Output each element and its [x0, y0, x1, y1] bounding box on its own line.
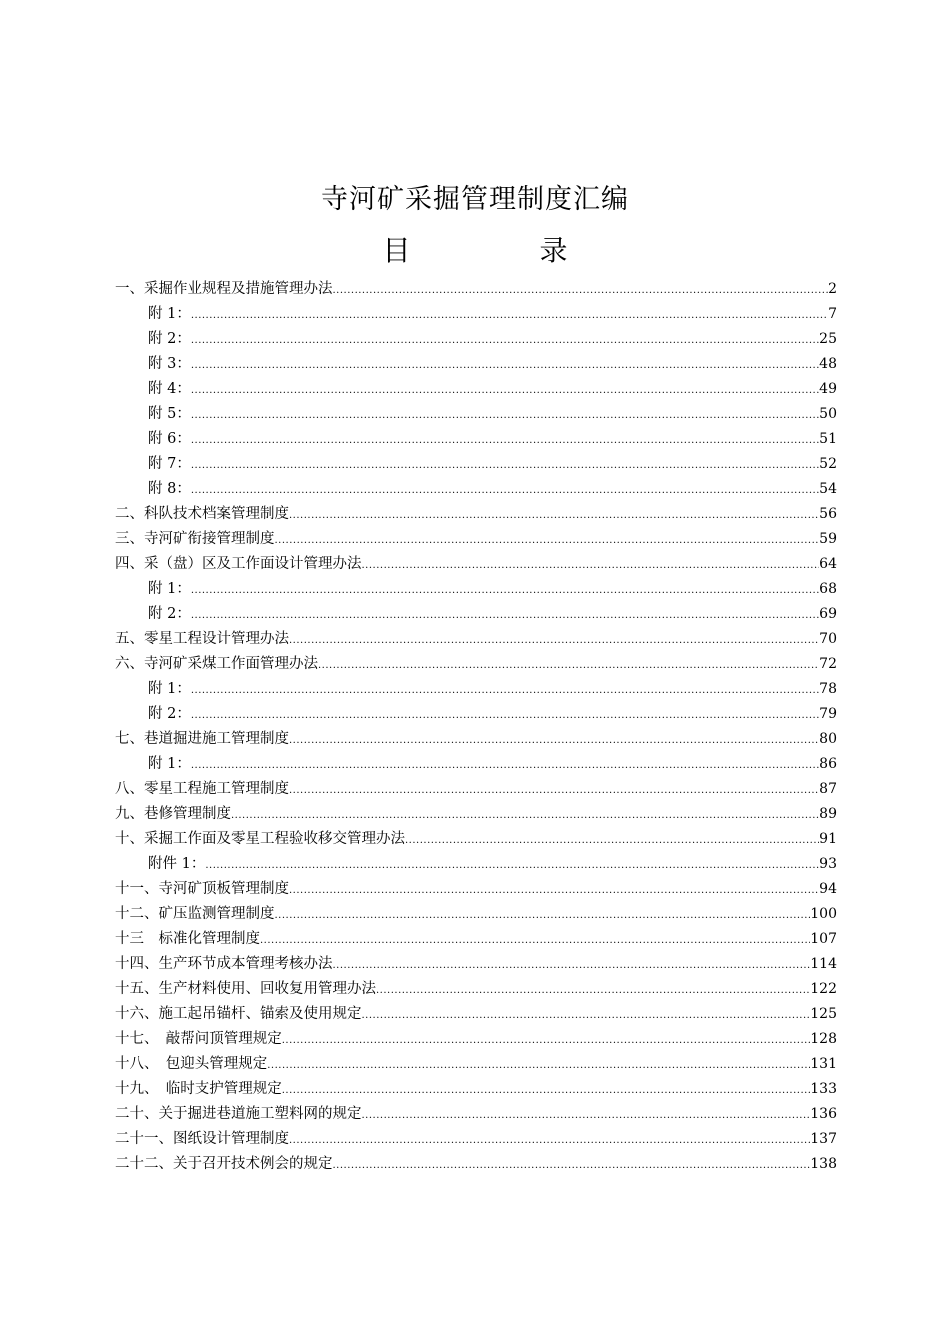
toc-leader-dots — [191, 478, 819, 503]
toc-leader-dots — [289, 503, 819, 528]
toc-page-number: 48 — [819, 356, 837, 372]
toc-entry[interactable] — [115, 977, 837, 1002]
toc-leader-dots — [333, 278, 829, 303]
toc-entry[interactable] — [115, 502, 837, 527]
toc-leader-dots — [267, 1053, 810, 1078]
toc-page-number: 68 — [819, 581, 837, 597]
toc-entry-label: 附 8： — [148, 481, 191, 497]
toc-entry-label: 附 4： — [148, 381, 191, 397]
toc-page-number: 7 — [828, 306, 837, 322]
toc-entry-label: 十九、 临时支护管理规定 — [115, 1081, 282, 1097]
toc-subentry[interactable] — [115, 477, 837, 502]
toc-entry-label: 二十二、关于召开技术例会的规定 — [115, 1156, 333, 1172]
toc-page-number: 128 — [810, 1031, 837, 1047]
toc-subentry[interactable] — [115, 377, 837, 402]
toc-page-number: 49 — [819, 381, 837, 397]
toc-leader-dots — [333, 953, 811, 978]
toc-entry[interactable] — [115, 877, 837, 902]
toc-entry-label: 附 7： — [148, 456, 191, 472]
toc-leader-dots — [405, 828, 819, 853]
toc-leader-dots — [362, 553, 820, 578]
toc-subentry[interactable] — [115, 427, 837, 452]
toc-entry-label: 附 2： — [148, 331, 191, 347]
toc-page-number: 25 — [819, 331, 837, 347]
toc-subentry[interactable] — [115, 452, 837, 477]
toc-leader-dots — [231, 803, 819, 828]
toc-entry[interactable] — [115, 777, 837, 802]
toc-page-number: 80 — [819, 731, 837, 747]
toc-entry[interactable] — [115, 652, 837, 677]
toc-entry-label: 附 2： — [148, 706, 191, 722]
toc-page-number: 59 — [819, 531, 837, 547]
toc-entry-label: 八、零星工程施工管理制度 — [115, 781, 289, 797]
toc-leader-dots — [282, 1078, 811, 1103]
toc-entry[interactable] — [115, 1002, 837, 1027]
toc-leader-dots — [376, 978, 810, 1003]
toc-page-number: 52 — [819, 456, 837, 472]
toc-entry-label: 附 6： — [148, 431, 191, 447]
toc-page-number: 54 — [819, 481, 837, 497]
toc-entry-label: 二、科队技术档案管理制度 — [115, 506, 289, 522]
toc-leader-dots — [191, 753, 819, 778]
toc-entry[interactable] — [115, 527, 837, 552]
toc-leader-dots — [362, 1103, 811, 1128]
toc-page-number: 138 — [810, 1156, 837, 1172]
toc-leader-dots — [191, 428, 819, 453]
toc-leader-dots — [191, 303, 828, 328]
toc-page-number: 125 — [810, 1006, 837, 1022]
toc-subentry[interactable] — [115, 852, 837, 877]
toc-page-number: 86 — [819, 756, 837, 772]
toc-entry[interactable] — [115, 1152, 837, 1177]
toc-leader-dots — [191, 328, 819, 353]
toc-entry-label: 二十一、图纸设计管理制度 — [115, 1131, 289, 1147]
toc-leader-dots — [282, 1028, 811, 1053]
toc-leader-dots — [205, 853, 819, 878]
toc-page-number: 91 — [819, 831, 837, 847]
toc-entry[interactable] — [115, 1027, 837, 1052]
toc-page-number: 87 — [819, 781, 837, 797]
toc-leader-dots — [260, 928, 810, 953]
toc-page-number: 131 — [810, 1056, 837, 1072]
toc-page-number: 94 — [819, 881, 837, 897]
toc-leader-dots — [191, 703, 819, 728]
toc-entry[interactable] — [115, 1127, 837, 1152]
toc-subentry[interactable] — [115, 577, 837, 602]
toc-entry-label: 十三 标准化管理制度 — [115, 931, 260, 947]
toc-entry[interactable] — [115, 802, 837, 827]
toc-entry-label: 十五、生产材料使用、回收复用管理办法 — [115, 981, 376, 997]
toc-leader-dots — [289, 1128, 810, 1153]
toc-entry-label: 十二、矿压监测管理制度 — [115, 906, 275, 922]
table-of-contents — [115, 277, 837, 1177]
toc-leader-dots — [289, 628, 819, 653]
toc-entry-label: 附 5： — [148, 406, 191, 422]
toc-subentry[interactable] — [115, 752, 837, 777]
toc-page-number: 50 — [819, 406, 837, 422]
toc-leader-dots — [289, 778, 819, 803]
toc-leader-dots — [289, 728, 819, 753]
toc-leader-dots — [191, 403, 819, 428]
toc-page-number: 89 — [819, 806, 837, 822]
toc-entry[interactable] — [115, 1052, 837, 1077]
toc-subentry[interactable] — [115, 602, 837, 627]
toc-entry-label: 附件 1： — [148, 856, 206, 872]
toc-entry-label: 附 1： — [148, 581, 191, 597]
toc-page-number: 133 — [810, 1081, 837, 1097]
toc-subentry[interactable] — [115, 677, 837, 702]
document-title: 寺河矿采掘管理制度汇编 — [321, 184, 629, 215]
toc-leader-dots — [191, 378, 819, 403]
toc-page-number: 136 — [810, 1106, 837, 1122]
toc-entry-label: 十四、生产环节成本管理考核办法 — [115, 956, 333, 972]
toc-entry-label: 附 1： — [148, 681, 191, 697]
toc-page-number: 122 — [810, 981, 837, 997]
toc-page-number: 64 — [819, 556, 837, 572]
toc-entry[interactable] — [115, 827, 837, 852]
toc-leader-dots — [275, 903, 811, 928]
toc-leader-dots — [333, 1153, 811, 1178]
toc-entry-label: 九、巷修管理制度 — [115, 806, 231, 822]
toc-entry-label: 十八、 包迎头管理规定 — [115, 1056, 268, 1072]
toc-entry-label: 附 2： — [148, 606, 191, 622]
toc-subentry[interactable] — [115, 402, 837, 427]
toc-leader-dots — [362, 1003, 811, 1028]
toc-subentry[interactable] — [115, 352, 837, 377]
toc-entry-label: 十六、施工起吊锚杆、锚索及使用规定 — [115, 1006, 362, 1022]
toc-leader-dots — [191, 603, 819, 628]
toc-entry-label: 六、寺河矿采煤工作面管理办法 — [115, 656, 318, 672]
toc-entry-label: 一、采掘作业规程及措施管理办法 — [115, 281, 333, 297]
toc-page-number: 70 — [819, 631, 837, 647]
toc-leader-dots — [191, 353, 819, 378]
toc-entry-label: 附 1： — [148, 756, 191, 772]
toc-entry-label: 十、采掘工作面及零星工程验收移交管理办法 — [115, 831, 405, 847]
toc-page-number: 93 — [819, 856, 837, 872]
toc-heading: 目 录 — [382, 234, 628, 267]
toc-leader-dots — [191, 578, 819, 603]
toc-leader-dots — [275, 528, 820, 553]
toc-entry[interactable] — [115, 727, 837, 752]
toc-page-number: 69 — [819, 606, 837, 622]
toc-page-number: 100 — [810, 906, 837, 922]
toc-entry[interactable] — [115, 277, 837, 302]
toc-entry-label: 七、巷道掘进施工管理制度 — [115, 731, 289, 747]
toc-entry-label: 附 1： — [148, 306, 191, 322]
toc-page-number: 79 — [819, 706, 837, 722]
toc-subentry[interactable] — [115, 702, 837, 727]
toc-subentry[interactable] — [115, 327, 837, 352]
toc-page-number: 137 — [810, 1131, 837, 1147]
toc-page-number: 72 — [819, 656, 837, 672]
toc-page-number: 2 — [828, 281, 837, 297]
toc-entry[interactable] — [115, 902, 837, 927]
toc-entry-label: 十七、 敲帮问顶管理规定 — [115, 1031, 282, 1047]
toc-leader-dots — [318, 653, 819, 678]
toc-entry-label: 附 3： — [148, 356, 191, 372]
toc-entry-label: 二十、关于掘进巷道施工塑料网的规定 — [115, 1106, 362, 1122]
toc-entry[interactable] — [115, 952, 837, 977]
toc-page-number: 56 — [819, 506, 837, 522]
toc-entry[interactable] — [115, 927, 837, 952]
toc-leader-dots — [191, 678, 819, 703]
toc-entry[interactable] — [115, 552, 837, 577]
toc-leader-dots — [289, 878, 819, 903]
toc-page-number: 107 — [810, 931, 837, 947]
toc-entry-label: 十一、寺河矿顶板管理制度 — [115, 881, 289, 897]
toc-leader-dots — [191, 453, 819, 478]
toc-entry-label: 四、采（盘）区及工作面设计管理办法 — [115, 556, 362, 572]
toc-page-number: 78 — [819, 681, 837, 697]
toc-entry[interactable] — [115, 627, 837, 652]
toc-subentry[interactable] — [115, 302, 837, 327]
toc-entry-label: 五、零星工程设计管理办法 — [115, 631, 289, 647]
toc-page-number: 114 — [810, 956, 837, 972]
toc-page-number: 51 — [819, 431, 837, 447]
toc-entry[interactable] — [115, 1102, 837, 1127]
toc-entry[interactable] — [115, 1077, 837, 1102]
toc-entry-label: 三、寺河矿衔接管理制度 — [115, 531, 275, 547]
